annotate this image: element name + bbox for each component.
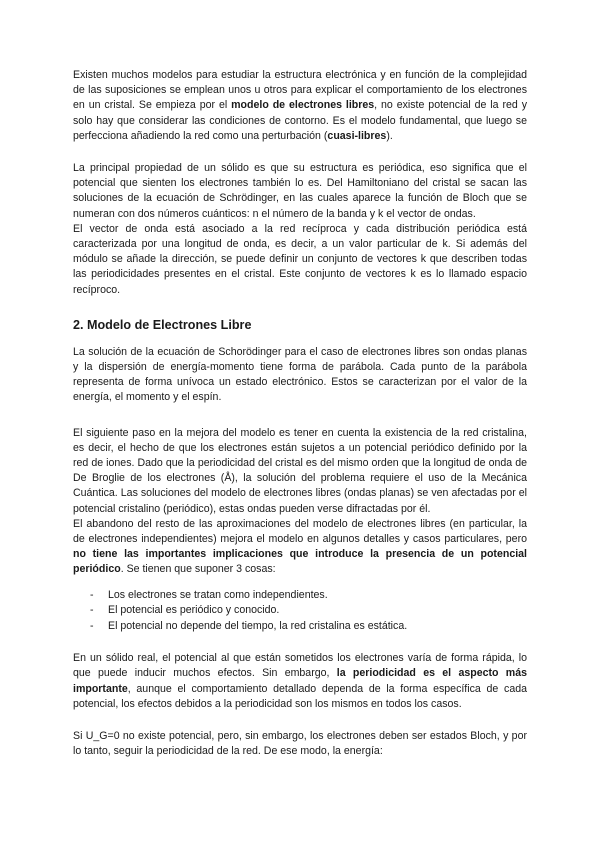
text-run: ). — [386, 129, 393, 142]
bold-term: modelo de electrones libres — [231, 99, 375, 112]
text-run: El abandono del resto de las aproximaciones del modelo de electrones libres (en particular, la de electrones independientes) mejora el modelo en algunos detalles y casos particulares, pero — [73, 517, 527, 546]
paragraph-wave-vector: El vector de onda está asociado a la red recíproca y cada distribución periódica está caracterizada por una longitud de onda, es decir, a un valor particular de k. Si además del módulo se añade la dirección, se puede definir un conjunto de vectores k que describen todas las periodicidades presentes en el cristal. Este conjunto de vectores k es lo llamado espacio recíproco. — [73, 222, 527, 296]
paragraph-real-solid — [73, 651, 527, 712]
text-run: En un sólido real, el potencial al que están sometidos los electrones varía de forma rápida, lo que puede inducir muchos efectos. Sin embargo, — [73, 652, 527, 680]
text-run: Existen muchos modelos para estudiar la estructura electrónica y en función de la complejidad de las suposiciones se emplean unos u otros para explicar el comportamiento de los electrones en un cristal. Se empieza por el — [73, 69, 527, 112]
paragraph-intro — [73, 68, 527, 144]
list-item: - El potencial no depende del tiempo, la red cristalina es estática. — [73, 619, 527, 635]
paragraph-crystal-lattice: El siguiente paso en la mejora del modelo es tener en cuenta la existencia de la red cristalina, es decir, el hecho de que los electrones están sujetos a un potencial periódico definido por la red de iones. Dado que la periodicidad del cristal es del mismo orden que la longitud de onda de De Broglie de los electrones (Å), la solución del problema requiere el uso de la Mecánica Cuántica. Las soluciones del modelo de electrones libres (ondas planas) se ven afectadas por el potencial cristalino (periódico), estas ondas pueden verse difractadas por él. — [73, 426, 527, 515]
section-heading: 2. Modelo de Electrones Libre — [73, 317, 252, 332]
paragraph-free-electrons: La solución de la ecuación de Schorödinger para el caso de electrones libres son ondas planas y la dispersión de energía-momento tiene forma de parábola. Cada punto de la parábola representa de forma unívoca un estado electrónico. Estos se caracterizan por el valor de la energía, el momento y el espín. — [73, 345, 527, 404]
text-run: , no existe potencial de la red y solo hay que considerar las condiciones de contorno. Es el modelo fundamental, que luego se perfecciona añadiendo la red como una perturbación ( — [73, 99, 527, 142]
paragraph-bloch-states: Si U_G=0 no existe potencial, pero, sin embargo, los electrones deben ser estados Bloch, y por lo tanto, seguir la periodicidad de la red. De ese modo, la energía: — [73, 730, 527, 758]
text-run: , aunque el comportamiento detallado dependa de la forma específica de cada potencial, los efectos debidos a la periodicidad son los mismos en todos los casos. — [73, 682, 527, 710]
paragraph-approximations — [73, 517, 527, 578]
paragraph-periodicity: La principal propiedad de un sólido es que su estructura es periódica, eso significa que el potencial que sienten los electrones también lo es. Del Hamiltoniano del cristal se sacan las soluciones de la ecuación de Schrödinger, en las cuales aparece la función de Bloch que se numeran con dos números cuánticos: n el número de la banda y k el vector de ondas. — [73, 162, 527, 220]
assumptions-list — [73, 588, 527, 635]
list-item: - Los electrones se tratan como independientes. — [73, 588, 527, 604]
bold-term: no tiene las importantes implicaciones que introduce la presencia de un potencial periódico — [73, 548, 527, 576]
list-item: - El potencial es periódico y conocido. — [73, 603, 527, 619]
bold-term: la periodicidad es el aspecto más importante — [73, 667, 527, 695]
bold-term: cuasi-libres — [327, 129, 387, 142]
text-run: . Se tienen que suponer 3 cosas: — [120, 563, 276, 576]
